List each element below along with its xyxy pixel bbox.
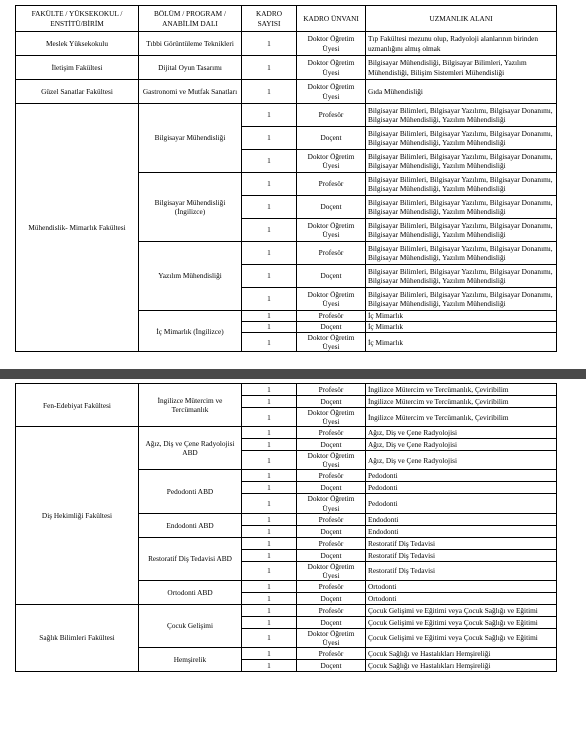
quota-cell: 1 bbox=[242, 604, 297, 616]
faculty-cell: Diş Hekimliği Fakültesi bbox=[16, 427, 139, 605]
title-cell: Doçent bbox=[297, 525, 366, 537]
specialty-cell: İç Mimarlık bbox=[366, 322, 557, 333]
specialty-cell: Pedodonti bbox=[366, 470, 557, 482]
department-cell: Bilgisayar Mühendisliği (İngilizce) bbox=[139, 173, 242, 242]
quota-cell: 1 bbox=[242, 470, 297, 482]
title-cell: Doktor Öğretim Üyesi bbox=[297, 56, 366, 80]
specialty-cell: Bilgisayar Bilimleri, Bilgisayar Yazılımı, Bilgisayar Donanımı, Bilgisayar Mühendisliği, Yazılım Mühendisliği bbox=[366, 265, 557, 288]
quota-cell: 1 bbox=[242, 616, 297, 628]
department-cell: Hemşirelik bbox=[139, 648, 242, 672]
department-cell: Gastronomi ve Mutfak Sanatları bbox=[139, 80, 242, 104]
quota-cell: 1 bbox=[242, 427, 297, 439]
table-row bbox=[16, 80, 557, 104]
specialty-cell: Bilgisayar Bilimleri, Bilgisayar Yazılımı, Bilgisayar Donanımı, Bilgisayar Mühendisliği, Yazılım Mühendisliği bbox=[366, 150, 557, 173]
quota-cell: 1 bbox=[242, 494, 297, 513]
header-faculty: FAKÜLTE / YÜKSEKOKUL / ENSTİTÜ/BİRİM bbox=[16, 6, 139, 32]
specialty-cell: Ağız, Diş ve Çene Radyolojisi bbox=[366, 439, 557, 451]
specialty-cell: Bilgisayar Bilimleri, Bilgisayar Yazılımı, Bilgisayar Donanımı, Bilgisayar Mühendisliği, Yazılım Mühendisliği bbox=[366, 288, 557, 311]
title-cell: Doçent bbox=[297, 482, 366, 494]
page-separator bbox=[0, 369, 586, 379]
faculty-cell: Güzel Sanatlar Fakültesi bbox=[16, 80, 139, 104]
quota-cell: 1 bbox=[242, 580, 297, 592]
faculty-cell: Sağlık Bilimleri Fakültesi bbox=[16, 604, 139, 671]
title-cell: Doktor Öğretim Üyesi bbox=[297, 494, 366, 513]
header-title: KADRO ÜNVANI bbox=[297, 6, 366, 32]
department-cell: Tıbbi Görüntüleme Teknikleri bbox=[139, 32, 242, 56]
table-row bbox=[16, 427, 557, 439]
title-cell: Profesör bbox=[297, 604, 366, 616]
title-cell: Doçent bbox=[297, 660, 366, 672]
faculty-cell: İletişim Fakültesi bbox=[16, 56, 139, 80]
title-cell: Doktor Öğretim Üyesi bbox=[297, 32, 366, 56]
department-cell: Ortodonti ABD bbox=[139, 580, 242, 604]
quota-cell: 1 bbox=[242, 537, 297, 549]
department-cell: Bilgisayar Mühendisliği bbox=[139, 104, 242, 173]
specialty-cell: Çocuk Sağlığı ve Hastalıkları Hemşireliği bbox=[366, 660, 557, 672]
title-cell: Doçent bbox=[297, 439, 366, 451]
table-body-page-2 bbox=[16, 384, 557, 672]
quota-cell: 1 bbox=[242, 451, 297, 470]
quota-cell: 1 bbox=[242, 265, 297, 288]
specialty-cell: Çocuk Gelişimi ve Eğitimi veya Çocuk Sağlığı ve Eğitimi bbox=[366, 616, 557, 628]
quota-cell: 1 bbox=[242, 648, 297, 660]
specialty-cell: Restoratif Diş Tedavisi bbox=[366, 549, 557, 561]
specialty-cell: Bilgisayar Bilimleri, Bilgisayar Yazılımı, Bilgisayar Donanımı, Bilgisayar Mühendisliği, Yazılım Mühendisliği bbox=[366, 104, 557, 127]
title-cell: Doçent bbox=[297, 265, 366, 288]
quota-cell: 1 bbox=[242, 219, 297, 242]
specialty-cell: İngilizce Mütercim ve Tercümanlık, Çeviribilim bbox=[366, 384, 557, 396]
title-cell: Doktor Öğretim Üyesi bbox=[297, 628, 366, 647]
table-row bbox=[16, 104, 557, 127]
table-row bbox=[16, 32, 557, 56]
title-cell: Doktor Öğretim Üyesi bbox=[297, 80, 366, 104]
quota-cell: 1 bbox=[242, 549, 297, 561]
specialty-cell: Restoratif Diş Tedavisi bbox=[366, 561, 557, 580]
table-body-page-1 bbox=[16, 32, 557, 352]
quota-cell: 1 bbox=[242, 408, 297, 427]
title-cell: Doktor Öğretim Üyesi bbox=[297, 408, 366, 427]
document-page-1 bbox=[15, 5, 571, 365]
department-cell: Ağız, Diş ve Çene Radyolojisi ABD bbox=[139, 427, 242, 470]
title-cell: Profesör bbox=[297, 537, 366, 549]
quota-cell: 1 bbox=[242, 80, 297, 104]
quota-cell: 1 bbox=[242, 333, 297, 352]
department-cell: Pedodonti ABD bbox=[139, 470, 242, 513]
title-cell: Doçent bbox=[297, 127, 366, 150]
specialty-cell: Çocuk Sağlığı ve Hastalıkları Hemşireliği bbox=[366, 648, 557, 660]
title-cell: Profesör bbox=[297, 580, 366, 592]
quota-cell: 1 bbox=[242, 173, 297, 196]
quota-cell: 1 bbox=[242, 32, 297, 56]
title-cell: Doçent bbox=[297, 396, 366, 408]
title-cell: Profesör bbox=[297, 384, 366, 396]
title-cell: Doçent bbox=[297, 616, 366, 628]
quota-cell: 1 bbox=[242, 242, 297, 265]
quota-cell: 1 bbox=[242, 592, 297, 604]
table-row bbox=[16, 604, 557, 616]
title-cell: Doktor Öğretim Üyesi bbox=[297, 219, 366, 242]
quota-cell: 1 bbox=[242, 127, 297, 150]
quota-cell: 1 bbox=[242, 660, 297, 672]
specialty-cell: Pedodonti bbox=[366, 494, 557, 513]
quota-cell: 1 bbox=[242, 384, 297, 396]
title-cell: Profesör bbox=[297, 311, 366, 322]
quota-cell: 1 bbox=[242, 150, 297, 173]
specialty-cell: Tıp Fakültesi mezunu olup, Radyoloji alanlarının birinden uzmanlığını almış olmak bbox=[366, 32, 557, 56]
title-cell: Profesör bbox=[297, 104, 366, 127]
department-cell: Yazılım Mühendisliği bbox=[139, 242, 242, 311]
title-cell: Doçent bbox=[297, 549, 366, 561]
specialty-cell: Çocuk Gelişimi ve Eğitimi veya Çocuk Sağlığı ve Eğitimi bbox=[366, 628, 557, 647]
title-cell: Profesör bbox=[297, 513, 366, 525]
staff-table-page-2 bbox=[15, 383, 557, 672]
quota-cell: 1 bbox=[242, 482, 297, 494]
specialty-cell: Pedodonti bbox=[366, 482, 557, 494]
quota-cell: 1 bbox=[242, 322, 297, 333]
specialty-cell: Gıda Mühendisliği bbox=[366, 80, 557, 104]
specialty-cell: Endodonti bbox=[366, 513, 557, 525]
title-cell: Doçent bbox=[297, 196, 366, 219]
title-cell: Profesör bbox=[297, 470, 366, 482]
title-cell: Profesör bbox=[297, 648, 366, 660]
specialty-cell: İngilizce Mütercim ve Tercümanlık, Çeviribilim bbox=[366, 396, 557, 408]
quota-cell: 1 bbox=[242, 56, 297, 80]
quota-cell: 1 bbox=[242, 513, 297, 525]
department-cell: Dijital Oyun Tasarımı bbox=[139, 56, 242, 80]
quota-cell: 1 bbox=[242, 311, 297, 322]
header-department: BÖLÜM / PROGRAM / ANABİLİM DALI bbox=[139, 6, 242, 32]
staff-table-page-1 bbox=[15, 5, 557, 352]
department-cell: Restoratif Diş Tedavisi ABD bbox=[139, 537, 242, 580]
table-row bbox=[16, 384, 557, 396]
title-cell: Doktor Öğretim Üyesi bbox=[297, 333, 366, 352]
header-quota: KADRO SAYISI bbox=[242, 6, 297, 32]
faculty-cell: Fen-Edebiyat Fakültesi bbox=[16, 384, 139, 427]
department-cell: İngilizce Mütercim ve Tercümanlık bbox=[139, 384, 242, 427]
quota-cell: 1 bbox=[242, 396, 297, 408]
specialty-cell: İç Mimarlık bbox=[366, 311, 557, 322]
specialty-cell: Ortodonti bbox=[366, 580, 557, 592]
header-specialty: UZMANLIK ALANI bbox=[366, 6, 557, 32]
title-cell: Profesör bbox=[297, 242, 366, 265]
title-cell: Profesör bbox=[297, 427, 366, 439]
document-page-2 bbox=[15, 383, 571, 739]
specialty-cell: Bilgisayar Bilimleri, Bilgisayar Yazılımı, Bilgisayar Donanımı, Bilgisayar Mühendisliği, Yazılım Mühendisliği bbox=[366, 127, 557, 150]
table-row bbox=[16, 56, 557, 80]
faculty-cell: Meslek Yüksekokulu bbox=[16, 32, 139, 56]
title-cell: Doçent bbox=[297, 592, 366, 604]
specialty-cell: Ağız, Diş ve Çene Radyolojisi bbox=[366, 451, 557, 470]
title-cell: Doktor Öğretim Üyesi bbox=[297, 288, 366, 311]
title-cell: Profesör bbox=[297, 173, 366, 196]
department-cell: Endodonti ABD bbox=[139, 513, 242, 537]
quota-cell: 1 bbox=[242, 561, 297, 580]
specialty-cell: İngilizce Mütercim ve Tercümanlık, Çeviribilim bbox=[366, 408, 557, 427]
specialty-cell: Bilgisayar Bilimleri, Bilgisayar Yazılımı, Bilgisayar Donanımı, Bilgisayar Mühendisliği, Yazılım Mühendisliği bbox=[366, 219, 557, 242]
specialty-cell: Endodonti bbox=[366, 525, 557, 537]
specialty-cell: Bilgisayar Bilimleri, Bilgisayar Yazılımı, Bilgisayar Donanımı, Bilgisayar Mühendisliği, Yazılım Mühendisliği bbox=[366, 242, 557, 265]
title-cell: Doktor Öğretim Üyesi bbox=[297, 561, 366, 580]
quota-cell: 1 bbox=[242, 525, 297, 537]
title-cell: Doktor Öğretim Üyesi bbox=[297, 451, 366, 470]
specialty-cell: Restoratif Diş Tedavisi bbox=[366, 537, 557, 549]
quota-cell: 1 bbox=[242, 439, 297, 451]
specialty-cell: Bilgisayar Bilimleri, Bilgisayar Yazılımı, Bilgisayar Donanımı, Bilgisayar Mühendisliği, Yazılım Mühendisliği bbox=[366, 196, 557, 219]
specialty-cell: Ağız, Diş ve Çene Radyolojisi bbox=[366, 427, 557, 439]
department-cell: Çocuk Gelişimi bbox=[139, 604, 242, 647]
quota-cell: 1 bbox=[242, 196, 297, 219]
department-cell: İç Mimarlık (İngilizce) bbox=[139, 311, 242, 352]
quota-cell: 1 bbox=[242, 104, 297, 127]
title-cell: Doçent bbox=[297, 322, 366, 333]
specialty-cell: Çocuk Gelişimi ve Eğitimi veya Çocuk Sağlığı ve Eğitimi bbox=[366, 604, 557, 616]
specialty-cell: Bilgisayar Mühendisliği, Bilgisayar Bilimleri, Yazılım Mühendisliği, Bilişim Sistemleri Mühendisliği bbox=[366, 56, 557, 80]
quota-cell: 1 bbox=[242, 288, 297, 311]
quota-cell: 1 bbox=[242, 628, 297, 647]
specialty-cell: İç Mimarlık bbox=[366, 333, 557, 352]
specialty-cell: Ortodonti bbox=[366, 592, 557, 604]
faculty-cell: Mühendislik- Mimarlık Fakültesi bbox=[16, 104, 139, 352]
specialty-cell: Bilgisayar Bilimleri, Bilgisayar Yazılımı, Bilgisayar Donanımı, Bilgisayar Mühendisliği, Yazılım Mühendisliği bbox=[366, 173, 557, 196]
title-cell: Doktor Öğretim Üyesi bbox=[297, 150, 366, 173]
